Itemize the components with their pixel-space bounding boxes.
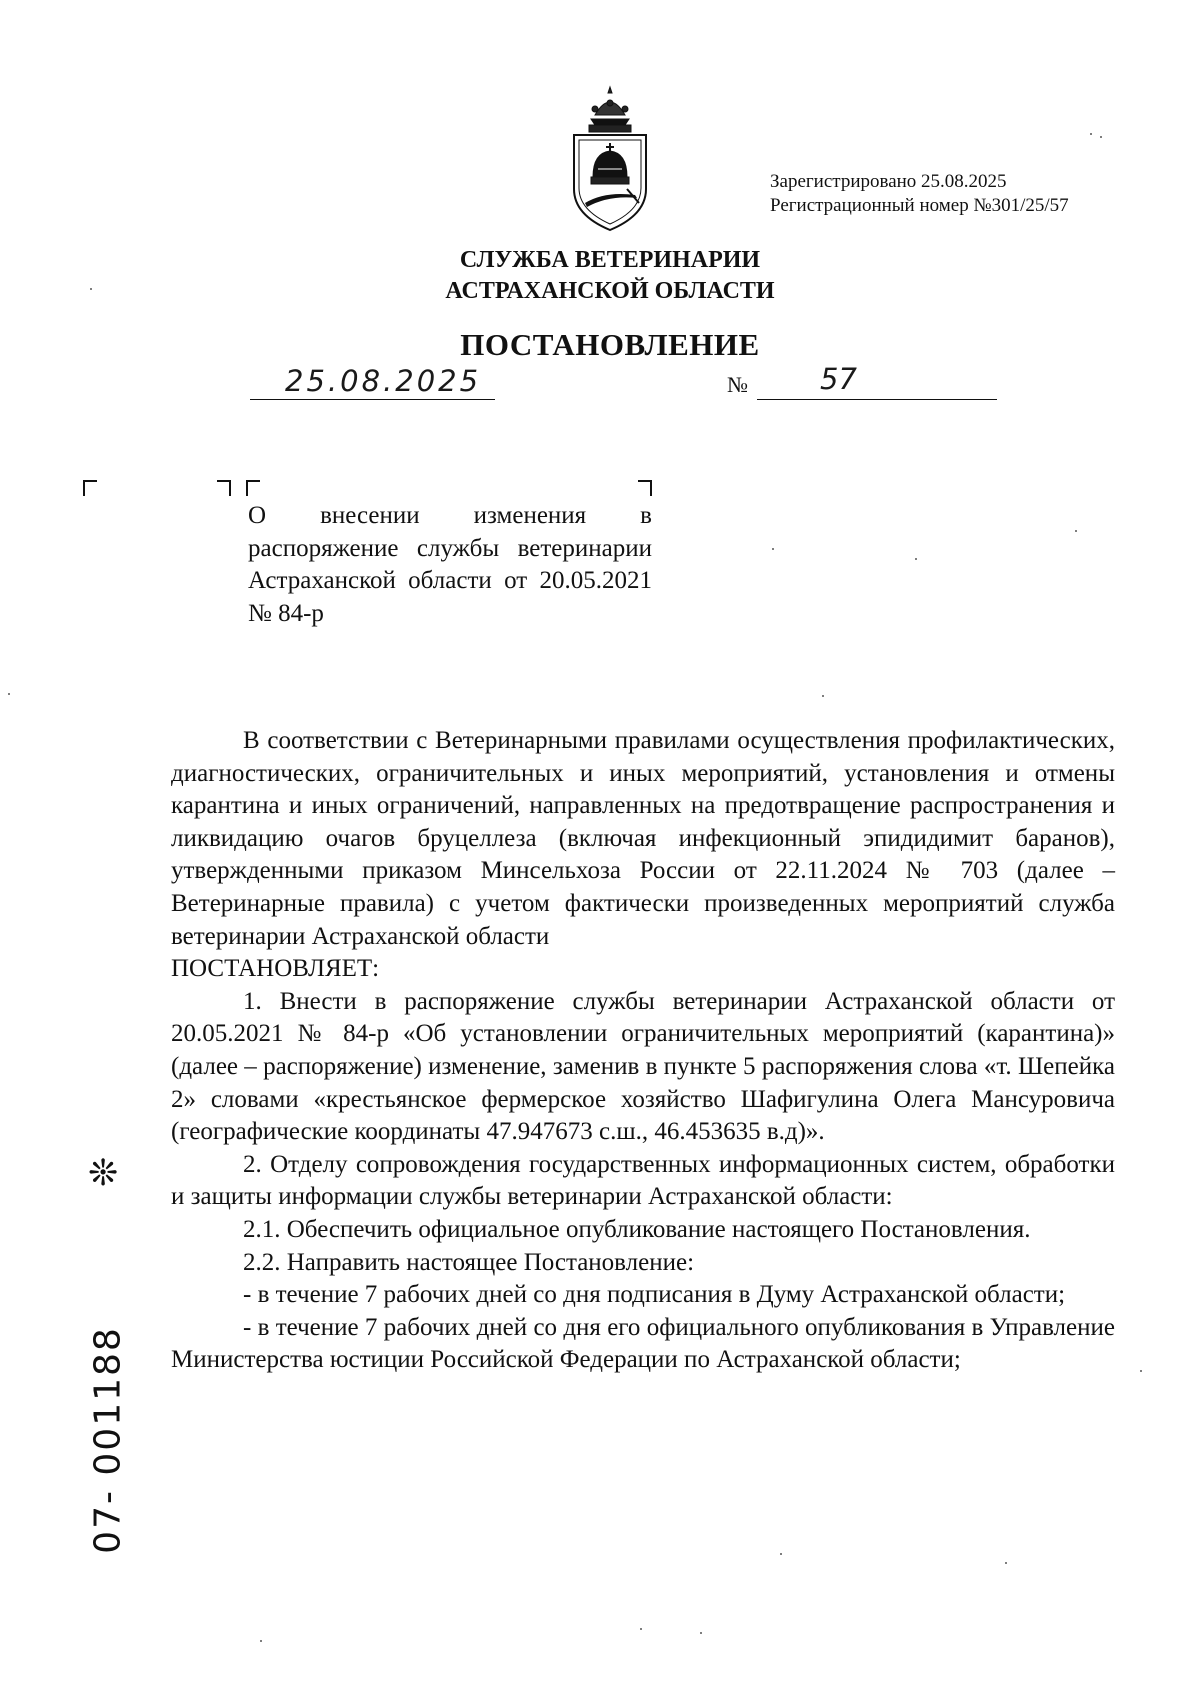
item-2-2-paragraph: 2.2. Направить настоящее Постановление: [243,1248,695,1276]
corner-bracket-left-inner [217,480,231,496]
date-underline [250,398,495,400]
item-1-paragraph: 1. Внести в распоряжение службы ветеринарии Астраханской области от 20.05.2021 № 84-р «Об установлении ограничительных мероприятий (карантина)» (далее – распоряжение) изменение, заменив в пункте 5 распоряжения слова «т. Шепейка 2» словами «крестьянское фермерское хозяйство Шафигулина Олега Мансуровича (географические координаты 47.947673 с.ш., 46.453635 в.д)». [171,987,1115,1146]
registration-date: Зарегистрировано 25.08.2025 [770,171,1007,192]
agency-line-2: АСТРАХАНСКОЙ ОБЛАСТИ [445,278,775,304]
registration-note [770,170,1069,218]
coat-of-arms-emblem [565,85,655,233]
handwritten-number: 57 [820,362,857,396]
corner-bracket-subject-left [246,480,260,496]
scan-speck [1075,530,1077,532]
number-underline [757,398,997,400]
number-label: № [727,372,748,397]
resolves-heading: ПОСТАНОВЛЯЕТ: [171,955,380,983]
scan-speck [8,693,10,695]
scan-speck [260,1640,262,1642]
corner-bracket-left-outer [83,480,97,496]
scan-speck [915,558,917,560]
scan-speck [1005,1562,1007,1564]
margin-asterisk: ❊ [88,1153,119,1194]
scan-speck [700,1632,702,1634]
document-body [171,725,1115,1377]
handwritten-date: 25.08.2025 [285,364,482,398]
scan-speck [1100,136,1102,138]
agency-line-1: СЛУЖБА ВЕТЕРИНАРИИ [459,247,761,273]
scan-speck [822,695,824,697]
agency-name [300,245,920,307]
corner-bracket-subject-right [638,480,652,496]
document-subject: О внесении изменения в распоряжение службы ветеринарии Астраханской области от 20.05.2021 № 84-р [248,502,652,627]
registration-number: Регистрационный номер №301/25/57 [770,195,1069,216]
scan-speck [1090,133,1092,135]
margin-stamp-number: 07- 001188 [87,1326,129,1554]
item-2-2-a-paragraph: - в течение 7 рабочих дней со дня подписания в Думу Астраханской области; [243,1281,1066,1309]
item-2-1-paragraph: 2.1. Обеспечить официальное опубликование настоящего Постановления. [243,1215,1031,1243]
item-2-2-b-paragraph: - в течение 7 рабочих дней со дня его официального опубликования в Управление Министерства юстиции Российской Федерации по Астраханской области; [171,1313,1115,1374]
item-2-paragraph: 2. Отделу сопровождения государственных информационных систем, обработки и защиты информации службы ветеринарии Астраханской области: [171,1150,1115,1211]
scan-speck [640,1628,642,1630]
scan-speck [780,1553,782,1555]
scan-speck [1140,1370,1142,1372]
scan-speck [90,288,92,290]
document-type-title: ПОСТАНОВЛЕНИЕ [460,327,760,362]
scan-speck [772,548,774,550]
preamble-paragraph: В соответствии с Ветеринарными правилами осуществления профилактических, диагностических, ограничительных и иных мероприятий, установления и отмены карантина и иных ограничений, направленных на предотвращение распространения и ликвидацию очагов бруцеллеза (включая инфекционный эпидидимит баранов), утвержденными приказом Минсельхоза России от 22.11.2024 № 703 (далее – Ветеринарные правила) с учетом фактически произведенных мероприятий служба ветеринарии Астраханской области [171,727,1115,950]
